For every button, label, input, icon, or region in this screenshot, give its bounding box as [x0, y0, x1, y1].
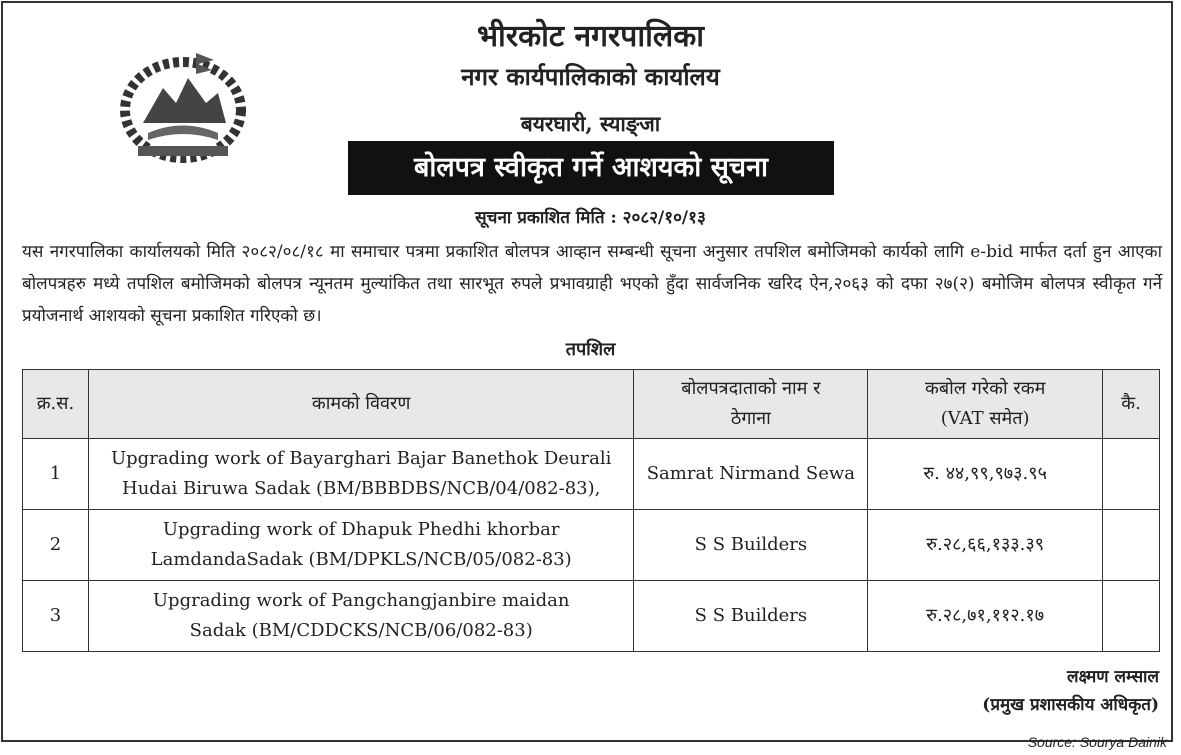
- cell-work: Upgrading work of Pangchangjanbire maidan Sadak (BM/CDDCKS/NCB/06/082-83): [88, 581, 634, 652]
- table-title: तपशिल: [565, 339, 616, 360]
- signatory-name: लक्ष्मण लम्साल: [1067, 667, 1159, 687]
- municipality-name: भीरकोट नगरपालिका: [476, 19, 705, 54]
- cell-remarks: [1103, 581, 1160, 652]
- cell-amount: रु.२८,७१,११२.१७: [868, 581, 1103, 652]
- source-caption: Source: Sourya Dainik: [1027, 734, 1167, 750]
- cell-remarks: [1103, 439, 1160, 510]
- cell-work: Upgrading work of Dhapuk Phedhi khorbar LamdandaSadak (BM/DPKLS/NCB/05/082-83): [88, 510, 634, 581]
- table-row: [23, 581, 1160, 652]
- cell-remarks: [1103, 510, 1160, 581]
- location: बयरघारी, स्याङ्जा: [520, 111, 661, 136]
- table-row: [23, 439, 1160, 510]
- cell-sn: 1: [23, 439, 89, 510]
- header-work: कामको विवरण: [88, 370, 634, 439]
- cell-amount: रु.२८,६६,१३३.३९: [868, 510, 1103, 581]
- bid-table: [22, 369, 1160, 652]
- cell-sn: 2: [23, 510, 89, 581]
- notice-title-banner: बोलपत्र स्वीकृत गर्ने आशयको सूचना: [348, 141, 834, 195]
- table-row: [23, 510, 1160, 581]
- publish-date: सूचना प्रकाशित मिति : २०८२/१०/१३: [475, 208, 706, 228]
- cell-amount: रु. ४४,९९,९७३.९५: [868, 439, 1103, 510]
- header-remarks: कै.: [1103, 370, 1160, 439]
- cell-bidder: Samrat Nirmand Sewa: [634, 439, 868, 510]
- signatory-title: (प्रमुख प्रशासकीय अधिकृत): [982, 695, 1159, 715]
- header-amount: कबोल गरेको रकम (VAT समेत): [868, 370, 1103, 439]
- cell-sn: 3: [23, 581, 89, 652]
- cell-work: Upgrading work of Bayarghari Bajar Banethok Deurali Hudai Biruwa Sadak (BM/BBBDBS/NCB/04/082-83),: [88, 439, 634, 510]
- header-sn: क्र.स.: [23, 370, 89, 439]
- table-header-row: [23, 370, 1160, 439]
- office-name: नगर कार्यपालिकाको कार्यालय: [461, 62, 720, 91]
- cell-bidder: S S Builders: [634, 510, 868, 581]
- notice-body: यस नगरपालिका कार्यालयको मिति २०८२/०८/१८ मा समाचार पत्रमा प्रकाशित बोलपत्र आव्हान सम्बन्धी सूचना अनुसार तपशिल बमोजिमको कार्यको लागि e-bid मार्फत दर्ता हुन आएका बोलपत्रहरु मध्ये तपशिल बमोजिमको बोलपत्र न्यूनतम मुल्यांकित तथा सारभूत रुपले प्रभावग्राही भएको हुँदा सार्वजनिक खरिद ऐन,२०६३ को दफा २७(२) बमोजिम बोलपत्र स्वीकृत गर्ने प्रयोजनार्थ आशयको सूचना प्रकाशित गरिएको छ।: [22, 242, 1162, 326]
- cell-bidder: S S Builders: [634, 581, 868, 652]
- header-bidder: बोलपत्रदाताको नाम र ठेगाना: [634, 370, 868, 439]
